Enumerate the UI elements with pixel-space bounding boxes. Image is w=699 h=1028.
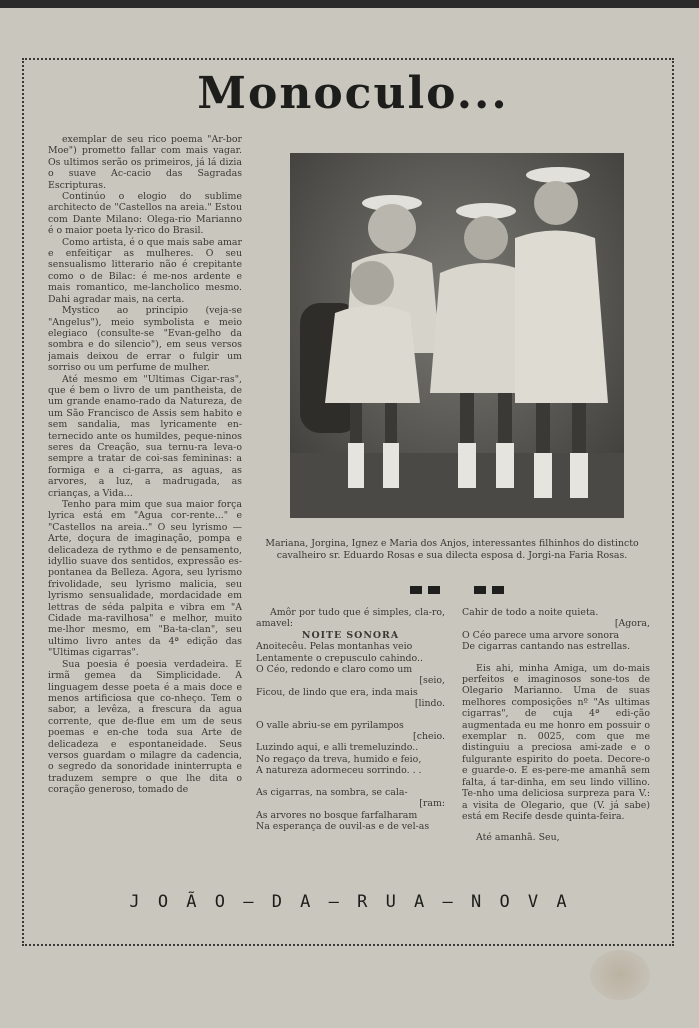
photo-illustration: [290, 153, 624, 518]
poem-line: Luzindo aqui, e alli tremeluzindo..: [256, 742, 419, 754]
poem-line: O Céo, redondo e claro como um: [256, 664, 413, 676]
poem-line: O Céo parece uma arvore sonora: [462, 629, 620, 641]
paragraph-gap: [462, 653, 650, 663]
poem-line: As cigarras, na sombra, se cala-: [256, 786, 408, 798]
masthead-title: Monoculo...: [197, 68, 509, 119]
middle-column-text: [256, 607, 445, 869]
left-paragraph-4: Mystico ao principio (veja-se "Angelus"), meio symbolista e meio elegiaco (consulte-se "Evan-gelho da sombra e do silencio"), em seus versos jamais deixou de errar o fulgir um sorriso ou um perfume de mulher.: [48, 305, 242, 374]
poem-line: Lentamente o crepusculo cahindo..: [256, 652, 423, 664]
poem-line: [cheio.: [413, 731, 445, 743]
poem-line: No regaço da treva, humido e feio,: [256, 753, 422, 765]
poem-title: NOITE SONORA: [301, 629, 400, 641]
left-paragraph-1: exemplar de seu rico poema "Ar-bor Moe") prometto fallar com mais vagar. Os ultimos serão os primeiros, já lá dizia o suave Ac-cacio das Sagradas Escripturas.: [48, 134, 242, 191]
letter-paragraph: Eis ahi, minha Amiga, um do-mais perfeitos e imaginosos sone-tos de Olegario Marianno. Uma de suas melhores composições nº "As ultimas cigarras", de cuja 4ª edi-ção augmentada eu me honro em possuir o exemplar n. 0025, com que me distinguiu a preciosa ami-zade e o fulgurante espirito do poeta. Decore-o e guarde-o. E es-pere-me amanhã sem falta, á tar-dinha, em seu lindo villino. Te-nho uma deliciosa surpreza para V.: a visita de Olegario, que (V. já sabe) está em Recife desde quinta-feira.: [462, 662, 650, 822]
author-signature: J O Ã O — D A — R U A — N O V A: [129, 892, 571, 912]
left-paragraph-3: Como artista, é o que mais sabe amar e enfeitiçar as mulheres. O seu sensualismo litterario não é crepitante como o de Bilac: é me-nos ardente e mais romantico, me-lancholico mesmo. Dahi agradar mais, na certa.: [48, 236, 242, 305]
left-paragraph-5: Até mesmo em "Ultimas Cigar-ras", que é bem o livro de um pantheista, de um grande enamo-rado da Natureza, de um São Francisco de Assis sem habito e sem sandalia, mas lyricamente en-ternecido ante os humildes, peque-ninos seres da Creação, sua ternu-ra leva-o sempre a tratar de coi-sas femininas: a formiga e a ci-garra, as aguas, as arvores, a luz, a madrugada, as crianças, a Vida...: [48, 373, 242, 499]
ornament-mark: [474, 586, 486, 594]
paper-stain: [590, 950, 650, 1000]
left-column-text: [48, 134, 242, 870]
photo-caption: Mariana, Jorgina, Ignez e Maria dos Anjos, interessantes filhinhos do distincto cavalheiro sr. Eduardo Rosas e sua dilecta esposa d. Jorgi-na Faria Rosas.: [265, 538, 639, 561]
poem-line: [Agora,: [614, 618, 650, 630]
left-paragraph-7: Sua poesia é poesia verdadeira. E irmã gemea da Simplicidade. A linguagem desse poeta é a mais doce e menos artificiosa que co-nheço. Tem o sabor, a levêza, a frescura da agua corrente, que de-flue em um de seus poemas e en-che toda sua Arte de delicadeza e espontaneidade. Seus versos guardam o milagre da cadencia, o segredo da sonoridade ininterrupta e traduzem sempre o que lhe dita o coração generoso, tomado de: [48, 658, 242, 796]
poem-line: Ficou, de lindo que era, inda mais: [256, 686, 418, 698]
right-column-text: [462, 607, 650, 869]
ornament-mark: [428, 586, 440, 594]
paragraph-gap: [462, 822, 650, 832]
poem-line: [ram:: [419, 798, 445, 810]
children-photograph: [290, 153, 624, 518]
poem-line: Anoitecêu. Pelas montanhas veio: [256, 641, 413, 653]
stanza-gap: [256, 777, 445, 787]
poem-line: As arvores no bosque farfalharam: [256, 809, 418, 821]
poem-line: A natureza adormeceu sorrindo. . .: [256, 765, 422, 777]
ornament-divider: [410, 586, 510, 596]
left-paragraph-2: Continúo o elogio do sublime architecto de "Castellos na areia." Estou com Dante Milano: Olega-rio Marianno é o maior poeta ly-rico do Brasil.: [48, 191, 242, 237]
poem-line: De cigarras cantando nas estrellas.: [462, 641, 631, 653]
poem-line: [lindo.: [414, 698, 445, 710]
poem-line: [seio,: [419, 675, 445, 687]
poem-line: O valle abriu-se em pyrilampos: [256, 719, 404, 731]
ornament-mark: [492, 586, 504, 594]
left-paragraph-6: Tenho para mim que sua maior força lyrica está em "Agua cor-rente..." e "Castellos na areia.." O seu lyrismo — Arte, doçura de imaginação, pompa e delicadeza de rythmo e de pensamento, idyllio suave dos sentidos, expressão es-pontanea da Belleza. Agora, seu lyrismo frivolidade, seu lyrismo malicia, seu lyrismo sensualidade, mordacidade em lettras de séda palpita e vibra em "A Cidade ma-ravilhosa" e melhor, muito me-lhor mesmo, em "Ba-ta-clan", seu ultimo livro antes da 4ª edição das "Ultimas cigarras".: [48, 499, 242, 659]
poem-line: Na esperança de ouvil-as e de vel-as: [256, 820, 430, 832]
top-edge-band: [0, 0, 699, 8]
ornament-mark: [410, 586, 422, 594]
stanza-gap: [256, 710, 445, 720]
poem-line: Cahir de todo a noite quieta.: [462, 607, 599, 618]
poem-intro: Amôr por tudo que é simples, cla-ro, amavel:: [256, 607, 445, 630]
letter-closing: Até amanhã. Seu,: [476, 832, 560, 844]
